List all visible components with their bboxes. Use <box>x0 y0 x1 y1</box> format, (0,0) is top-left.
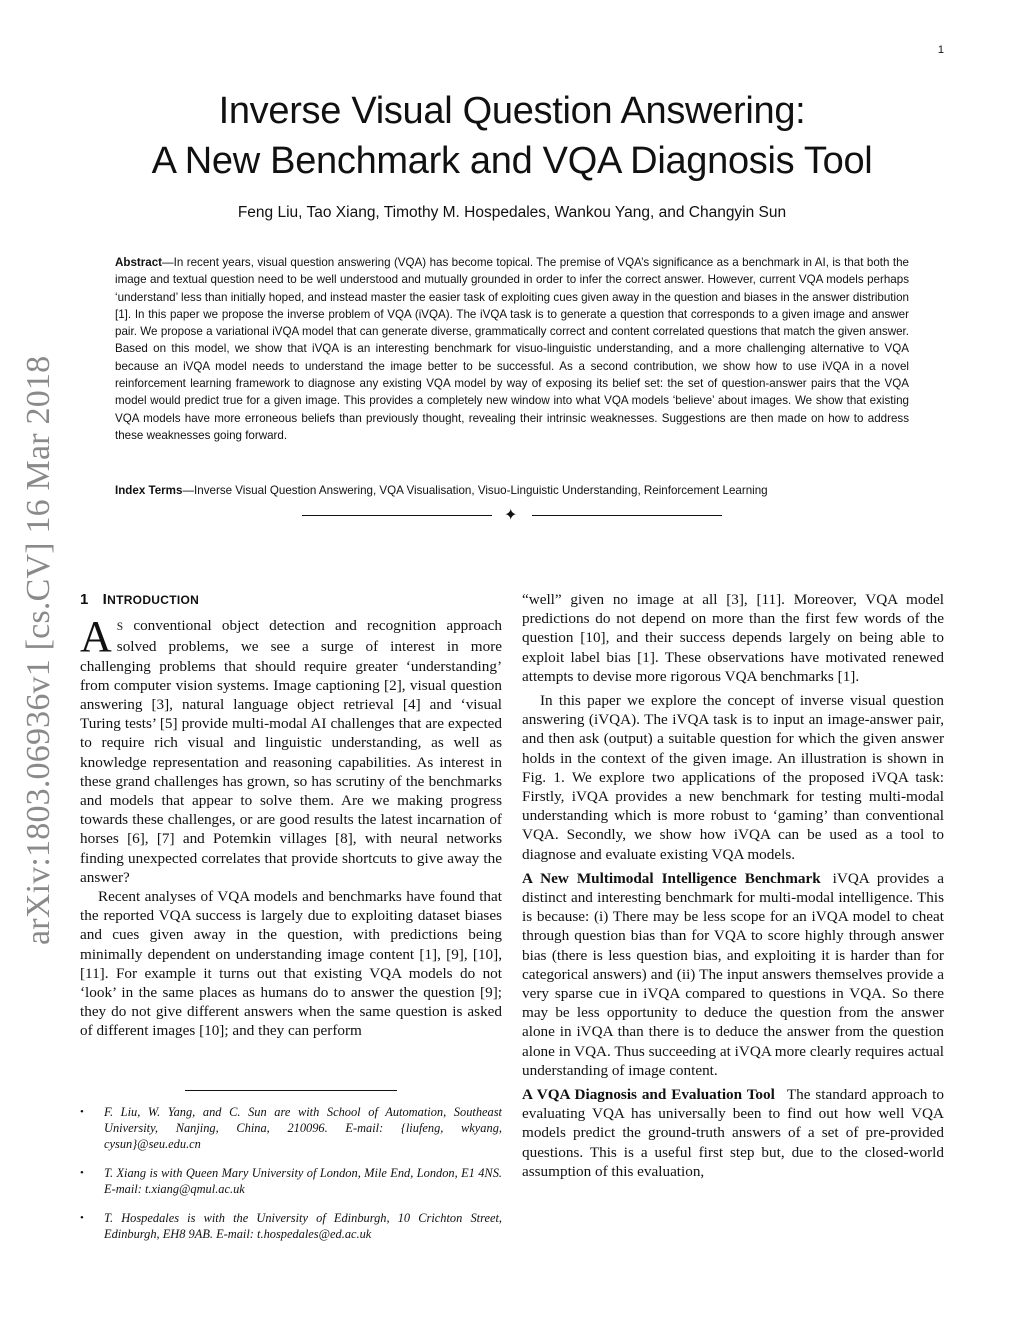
section-number: 1 <box>80 591 89 608</box>
author-list: Feng Liu, Tao Xiang, Timothy M. Hospedales, Wankou Yang, and Changyin Sun <box>237 204 787 221</box>
index-terms <box>115 482 909 499</box>
footnote-text: T. Hospedales is with the University of Edinburgh, 10 Crichton Street, Edinburgh, EH8 9AB. E-mail: t.hospedales@ed.ac.uk <box>104 1211 502 1241</box>
footnote-item <box>80 1210 502 1242</box>
footnote-text: F. Liu, W. Yang, and C. Sun are with School of Automation, Southeast University, Nanjing, China, 210096. E-mail: {liufeng, wkyang, cysun}@seu.edu.cn <box>104 1105 502 1151</box>
paper-title <box>80 86 944 186</box>
section-title-rest: NTRODUCTION <box>107 593 200 607</box>
abstract <box>115 254 909 444</box>
arxiv-identifier-stamp: arXiv:1803.06936v1 [cs.CV] 16 Mar 2018 <box>20 355 57 945</box>
footnote-item <box>80 1104 502 1152</box>
title-line-1: Inverse Visual Question Answering: <box>218 90 806 132</box>
page-number: 1 <box>937 44 944 56</box>
index-terms-label: Index Terms <box>115 484 183 497</box>
drop-cap-smallcaps: S <box>116 621 124 634</box>
diagnosis-paragraph-heading: A VQA Diagnosis and Evaluation Tool <box>522 1086 775 1104</box>
diagnosis-paragraph <box>522 1085 944 1181</box>
intro-paragraph-1 <box>80 612 502 887</box>
divider-rule-right <box>532 515 722 516</box>
divider-star-icon: ✦ <box>504 505 518 524</box>
footnote-rule <box>185 1090 397 1091</box>
diagnosis-paragraph-text: The standard approach to evaluating VQA has universally been to find out how well VQA models predict the ground-truth answers of a set of pre-provided questions. This is a useful first step but, due to the closed-world assumption of this evaluation, <box>522 1086 944 1180</box>
affiliation-footnotes <box>80 1104 502 1255</box>
drop-cap: A <box>80 612 112 662</box>
abstract-text: —In recent years, visual question answering (VQA) has become topical. The premise of VQA’s significance as a benchmark in AI, is that both the image and textual question need to be well understood and mutually grounded in order to infer the correct answer. However, current VQA models perhaps ‘understand’ less than initially hoped, and instead master the easier task of exploiting cues given away in the question and biases in the answer distribution [1]. In this paper we propose the inverse problem of VQA (iVQA). The iVQA task is to generate a question that corresponds to a given image and answer pair. We propose a variational iVQA model that can generate diverse, grammatically correct and content correlated questions that match the given answer. Based on this model, we show that iVQA is an interesting benchmark for visuo-linguistic understanding, and a more challenging alternative to VQA because an iVQA model needs to understand the image better to be successful. As a second contribution, we show how to use iVQA in a novel reinforcement learning framework to diagnose any existing VQA model by way of exposing its belief set: the set of question-answer pairs that the VQA model would predict true for a given image. This provides a completely new window into what VQA models ‘believe’ about images. We show that existing VQA models have more erroneous beliefs than previously thought, revealing their intrinsic weaknesses. Suggestions are then made on how to address these weaknesses going forward. <box>115 256 909 442</box>
intro-paragraph-3: “well” given no image at all [3], [11]. Moreover, VQA model predictions do not depend on more than the first few words of the question [10], and their success depends largely on being able to exploit label bias [1]. These observations have motivated renewed attempts to devise more rigorous VQA benchmarks [1]. <box>522 591 944 685</box>
right-column <box>522 590 944 1181</box>
bullet-icon: • <box>80 1106 84 1118</box>
footnote-item <box>80 1165 502 1197</box>
benchmark-paragraph-heading: A New Multimodal Intelligence Benchmark <box>522 869 821 887</box>
benchmark-paragraph <box>522 869 944 1080</box>
benchmark-paragraph-text: iVQA provides a distinct and interesting benchmark for multi-modal intelligence. This is because: (i) There may be less scope for an iVQA model to cheat through question bias than for VQA to score highly through answer bias (there is less question bias, and exploiting it is harder than for categorical answers) and (ii) The input answers themselves provide a very sparse cue in iVQA compared to questions in VQA. So there may be less opportunity to deduce the question from the answer alone in iVQA than there is to deduce the answer from the question alone in VQA. Thus succeeding at iVQA more clearly requires actual understanding of image content. <box>522 869 944 1079</box>
section-divider <box>302 507 722 527</box>
intro-paragraph-2: Recent analyses of VQA models and benchmarks have found that the reported VQA success is largely due to exploiting dataset biases and cues given away in the question, with predictions being minimally dependent on understanding image content [1], [9], [10], [11]. For example it turns out that existing VQA models do not ‘look’ in the same places as humans do to answer the question [9]; they do not give different answers when the same question is asked of different images [10]; and they can perform <box>80 888 502 1040</box>
title-line-2: A New Benchmark and VQA Diagnosis Tool <box>151 140 873 182</box>
bullet-icon: • <box>80 1167 84 1179</box>
divider-rule-left <box>302 515 492 516</box>
abstract-label: Abstract <box>115 256 163 269</box>
footnote-text: T. Xiang is with Queen Mary University of London, Mile End, London, E1 4NS. E-mail: t.xiang@qmul.ac.uk <box>104 1166 502 1196</box>
bullet-icon: • <box>80 1212 84 1224</box>
section-heading-introduction <box>80 590 502 610</box>
intro-paragraph-1-text: conventional object detection and recognition approach solved problems, we see a surge of interest in more challenging problems that should require greater ‘understanding’ from computer vision systems. Image captioning [2], visual question answering [3], natural language object retrieval [4] and ‘visual Turing tests’ [5] provide multi-modal AI challenges that are expected to require rich visual and linguistic understanding, as well as knowledge representation and reasoning capabilities. As interest in these grand challenges has grown, so has scrutiny of the benchmarks and models that appear to solve them. Are we making progress towards these challenges, or are good results the latest incarnation of horses [6], [7] and Potemkin villages [8], with neural networks finding unexpected correlates that provide shortcuts to give away the answer? <box>80 617 502 886</box>
intro-paragraph-4: In this paper we explore the concept of inverse visual question answering (iVQA). The iVQA task is to input an image-answer pair, and then ask (output) a suitable question for which the given answer holds in the context of the given image. An illustration is shown in Fig. 1. We explore two applications of the proposed iVQA task: Firstly, iVQA provides a new benchmark for testing multi-modal understanding which is more robust to ‘gaming’ than conventional VQA. Secondly, we show how iVQA can be used as a tool to diagnose and evaluate existing VQA models. <box>522 692 944 863</box>
index-terms-text: —Inverse Visual Question Answering, VQA Visualisation, Visuo-Linguistic Understanding, Reinforcement Learning <box>182 484 768 497</box>
section-title-initial: I <box>102 591 108 608</box>
left-column <box>80 590 502 1041</box>
